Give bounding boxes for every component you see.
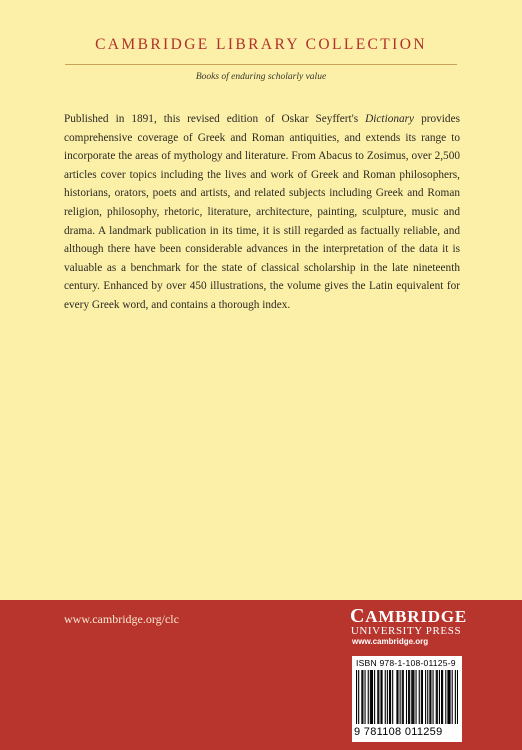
book-description [64, 110, 460, 315]
publisher-subtitle: UNIVERSITY PRESS [350, 625, 462, 637]
barcode-digits: 9 781108 011259 [354, 726, 443, 738]
description-text-start: Published in 1891, this revised edition of Oskar Seyffert's [64, 113, 366, 125]
description-italic-title: Dictionary [365, 113, 415, 125]
isbn-label: ISBN 978-1-108-01125-9 [356, 658, 456, 668]
cover-footer-band [0, 600, 522, 750]
publisher-url: www.cambridge.org [352, 637, 429, 646]
series-title: CAMBRIDGE LIBRARY COLLECTION [95, 36, 427, 53]
publisher-name [350, 605, 468, 627]
series-tagline: Books of enduring scholarly value [195, 72, 327, 82]
publisher-logo [350, 605, 468, 647]
series-url: www.cambridge.org/clc [64, 612, 179, 626]
barcode-bars [356, 670, 458, 726]
title-divider [65, 64, 457, 65]
publisher-name-initial: C [350, 605, 366, 627]
isbn-barcode [352, 656, 462, 742]
description-text-rest: provides comprehensive coverage of Greek and Roman antiquities, and extends its range to incorporate the areas of mythology and literature. From Abacus to Zosimus, over 2,500 articles cover topics including the lives and work of Greek and Roman philosophers, historians, orators, poets and artists, and related subjects including Greek and Roman religion, philosophy, rhetoric, literature, architecture, painting, sculpture, music and drama. A landmark publication in its time, it is still regarded as factually reliable, and although there have been considerable advances in the interpretation of the data it is valuable as a benchmark for the state of classical scholarship in the late nineteenth century. Enhanced by over 450 illustrations, the volume gives the Latin equivalent for every Greek word, and contains a thorough index. [64, 113, 460, 311]
publisher-name-rest: AMBRIDGE [365, 607, 468, 626]
